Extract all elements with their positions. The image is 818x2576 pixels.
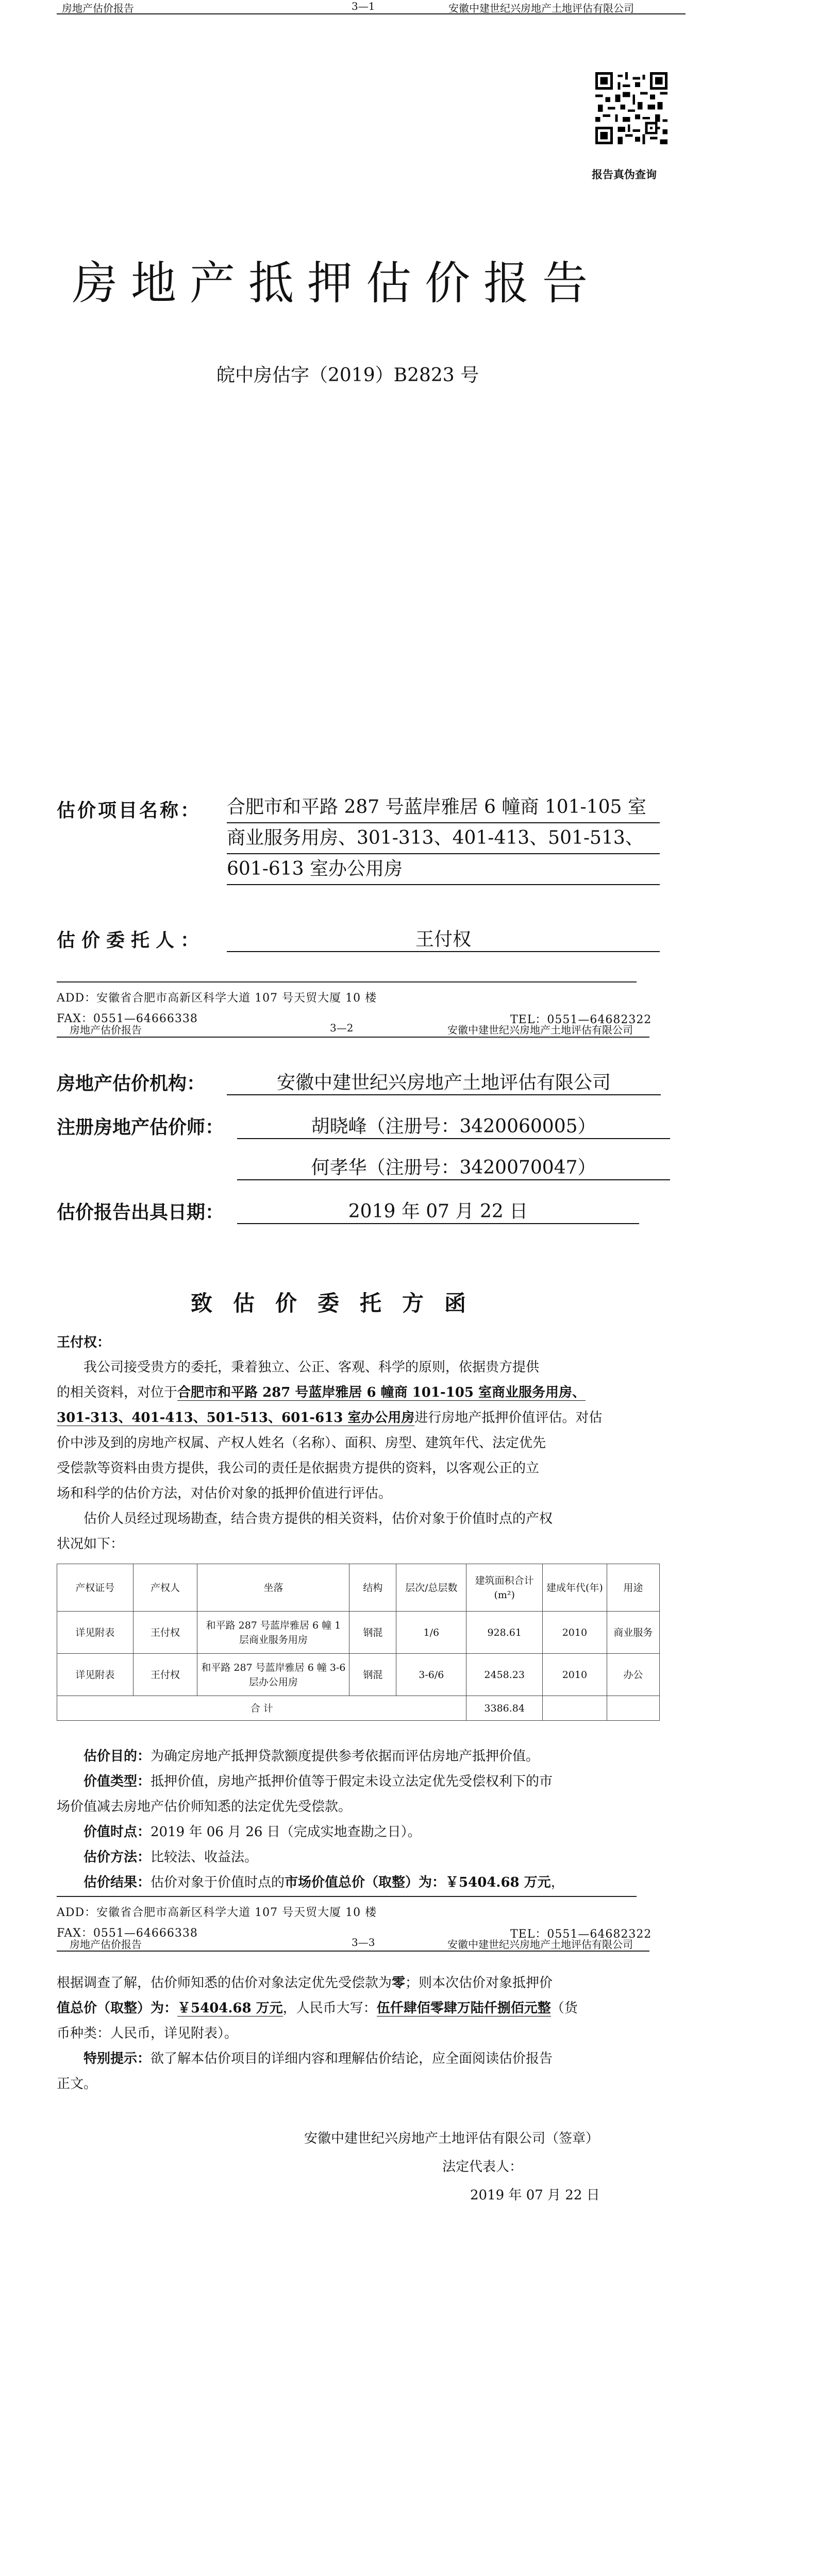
purpose-label: 估价目的： xyxy=(84,1749,151,1764)
property-location-cont: 301-313、401-413、501-513、601-613 室办公用房 xyxy=(57,1410,415,1426)
table-row xyxy=(57,1654,660,1696)
table-header: 层次/总层数 xyxy=(396,1564,466,1612)
client-value: 王付权 xyxy=(227,925,660,952)
text-line: 币种类：人民币，详见附表）。 xyxy=(57,2026,238,2041)
result-label: 估价结果： xyxy=(84,1875,151,1890)
page-header-right: 安徽中建世纪兴房地产土地评估有限公司 xyxy=(448,2,634,14)
table-header: 建筑面积合计(m²) xyxy=(466,1564,543,1612)
project-line: 601-613 室办公用房 xyxy=(227,854,660,885)
text-line: 正文。 xyxy=(57,2076,97,2092)
method-label: 估价方法： xyxy=(84,1850,151,1865)
mortgage-value-amount: ￥5404.68 万元 xyxy=(177,2001,283,2016)
report-number: 皖中房估字（2019）B2823 号 xyxy=(216,365,479,386)
table-cell: 3-6/6 xyxy=(396,1654,466,1696)
header-rule xyxy=(57,13,686,14)
text-span: ， xyxy=(550,1875,564,1890)
project-line: 合肥市和平路 287 号蓝岸雅居 6 幢商 101-105 室 xyxy=(227,792,660,823)
footer-tel: TEL：0551—64682322 xyxy=(510,1928,652,1941)
table-total-row xyxy=(57,1696,660,1721)
table-header: 结构 xyxy=(349,1564,396,1612)
mortgage-value-uppercase: 伍仟肆佰零肆万陆仟捌佰元整 xyxy=(376,2001,551,2016)
table-header: 建成年代(年) xyxy=(542,1564,607,1612)
signature-company: 安徽中建世纪兴房地产土地评估有限公司（签章） xyxy=(304,2131,599,2146)
page-number: 3—2 xyxy=(330,1022,354,1034)
table-cell: 商业服务 xyxy=(607,1612,659,1654)
letter-conclusion xyxy=(57,1971,660,2097)
page-header-right: 安徽中建世纪兴房地产土地评估有限公司 xyxy=(447,1938,633,1951)
project-line: 商业服务用房、301-313、401-413、501-513、 xyxy=(227,823,660,854)
table-cell: 和平路 287 号蓝岸雅居 6 幢 1 层商业服务用房 xyxy=(197,1612,349,1654)
agency-label: 房地产估价机构： xyxy=(57,1073,206,1094)
table-total-label: 合 计 xyxy=(57,1696,466,1721)
value-type-text: 抵押价值，房地产抵押价值等于假定未设立法定优先受偿权利下的市 xyxy=(151,1774,553,1789)
table-row xyxy=(57,1612,660,1654)
client-label: 估价委托人： xyxy=(57,929,206,951)
text-span: （货 xyxy=(550,2001,578,2016)
text-span: 根据调查了解，估价师知悉的估价对象法定优先受偿款为 xyxy=(57,1975,392,1991)
salutation: 王付权： xyxy=(57,1335,111,1350)
text-line: 场和科学的估价方法，对估价对象的抵押价值进行评估。 xyxy=(57,1486,392,1501)
table-header: 产权证号 xyxy=(57,1564,133,1612)
table-header: 用途 xyxy=(607,1564,659,1612)
table-cell: 2458.23 xyxy=(466,1654,543,1696)
table-cell: 办公 xyxy=(607,1654,659,1696)
page-number: 3—1 xyxy=(352,0,375,12)
property-location: 合肥市和平路 287 号蓝岸雅居 6 幢商 101-105 室商业服务用房、 xyxy=(177,1385,586,1400)
text-span: ；则本次估价对象抵押价 xyxy=(405,1975,553,1991)
page-header-left: 房地产估价报告 xyxy=(70,1024,142,1036)
text-span: 进行房地产抵押价值评估。对估 xyxy=(414,1410,603,1426)
letter-title: 致估价委托方函 xyxy=(191,1291,487,1316)
text-line: 我公司接受贵方的委托，秉着独立、公正、客观、科学的原则，依据贵方提供 xyxy=(84,1360,540,1375)
footer-tel: TEL：0551—64682322 xyxy=(510,1013,652,1026)
table-cell: 2010 xyxy=(542,1654,607,1696)
table-cell: 王付权 xyxy=(133,1654,197,1696)
property-table xyxy=(57,1564,660,1721)
text-line: 价中涉及到的房地产权属、产权人姓名（名称）、面积、房型、建筑年代、法定优先 xyxy=(57,1435,546,1451)
footer-address: ADD：安徽省合肥市高新区科学大道 107 号天贸大厦 10 楼 xyxy=(57,1906,377,1919)
table-header: 坐落 xyxy=(197,1564,349,1612)
timepoint-label: 价值时点： xyxy=(84,1824,151,1840)
qr-code-icon[interactable] xyxy=(595,72,667,144)
project-name-label: 估价项目名称： xyxy=(57,800,202,821)
footer-fax: FAX：0551—64666338 xyxy=(57,1927,198,1940)
special-note-text: 欲了解本估价项目的详细内容和理解估价结论，应全面阅读估价报告 xyxy=(151,2051,553,2066)
footer-fax: FAX：0551—64666338 xyxy=(57,1012,198,1025)
project-name-value xyxy=(227,792,660,885)
text-line: 受偿款等资料由贵方提供，我公司的责任是依据贵方提供的资料，以客观公正的立 xyxy=(57,1461,540,1476)
qr-caption: 报告真伪查询 xyxy=(592,168,657,181)
table-cell: 钢混 xyxy=(349,1654,396,1696)
text-span: ，人民币大写： xyxy=(282,2001,377,2016)
report-date-value: 2019 年 07 月 22 日 xyxy=(237,1197,639,1224)
result-market-value: 市场价值总价（取整）为：￥5404.68 万元 xyxy=(285,1875,551,1890)
legal-representative: 法定代表人： xyxy=(442,2159,523,2175)
appraiser-1: 胡晓峰（注册号：3420060005） xyxy=(237,1112,670,1139)
header-rule xyxy=(57,1951,649,1952)
table-cell: 详见附表 xyxy=(57,1612,133,1654)
page-number: 3—3 xyxy=(352,1936,375,1948)
text-line: 估价人员经过现场勘查，结合贵方提供的相关资料，估价对象于价值时点的产权 xyxy=(84,1511,553,1527)
table-cell: 王付权 xyxy=(133,1612,197,1654)
report-title: 房地产抵押估价报告 xyxy=(72,257,602,310)
purpose-text: 为确定房地产抵押贷款额度提供参考依据而评估房地产抵押价值。 xyxy=(151,1749,540,1764)
value-type-label: 价值类型： xyxy=(84,1774,151,1789)
signature-date: 2019 年 07 月 22 日 xyxy=(470,2188,600,2203)
report-date-label: 估价报告出具日期： xyxy=(57,1201,224,1223)
text-line: 状况如下： xyxy=(57,1536,124,1552)
appraiser-label: 注册房地产估价师： xyxy=(57,1116,224,1138)
special-note-label: 特别提示： xyxy=(84,2051,151,2066)
timepoint-text: 2019 年 06 月 26 日（完成实地查勘之日）。 xyxy=(151,1824,421,1840)
table-header: 产权人 xyxy=(133,1564,197,1612)
table-cell: 928.61 xyxy=(466,1612,543,1654)
table-total-value: 3386.84 xyxy=(466,1696,543,1721)
table-cell: 详见附表 xyxy=(57,1654,133,1696)
text-line: 场价值减去房地产估价师知悉的法定优先受偿款。 xyxy=(57,1799,352,1815)
footer-rule xyxy=(57,1896,637,1897)
footer-rule xyxy=(57,981,637,982)
result-text: 估价对象于价值时点的 xyxy=(151,1875,285,1890)
page-header-left: 房地产估价报告 xyxy=(70,1938,142,1951)
header-rule xyxy=(57,1037,649,1038)
agency-value: 安徽中建世纪兴房地产土地评估有限公司 xyxy=(227,1068,661,1095)
letter-summary xyxy=(57,1744,660,1895)
method-text: 比较法、收益法。 xyxy=(151,1850,258,1865)
page-header-right: 安徽中建世纪兴房地产土地评估有限公司 xyxy=(447,1024,633,1036)
text-span: 的相关资料，对位于 xyxy=(57,1385,178,1400)
table-header-row xyxy=(57,1564,660,1612)
mortgage-value-label: 值总价（取整）为： xyxy=(57,2001,178,2016)
page-header-left: 房地产估价报告 xyxy=(62,2,134,14)
letter-paragraph-1 xyxy=(57,1355,660,1557)
table-cell: 2010 xyxy=(542,1612,607,1654)
table-cell: 和平路 287 号蓝岸雅居 6 幢 3-6 层办公用房 xyxy=(197,1654,349,1696)
appraiser-2: 何孝华（注册号：3420070047） xyxy=(237,1153,670,1180)
priority-payment-value: 零 xyxy=(392,1975,406,1991)
footer-address: ADD：安徽省合肥市高新区科学大道 107 号天贸大厦 10 楼 xyxy=(57,992,377,1005)
table-cell: 1/6 xyxy=(396,1612,466,1654)
table-cell: 钢混 xyxy=(349,1612,396,1654)
